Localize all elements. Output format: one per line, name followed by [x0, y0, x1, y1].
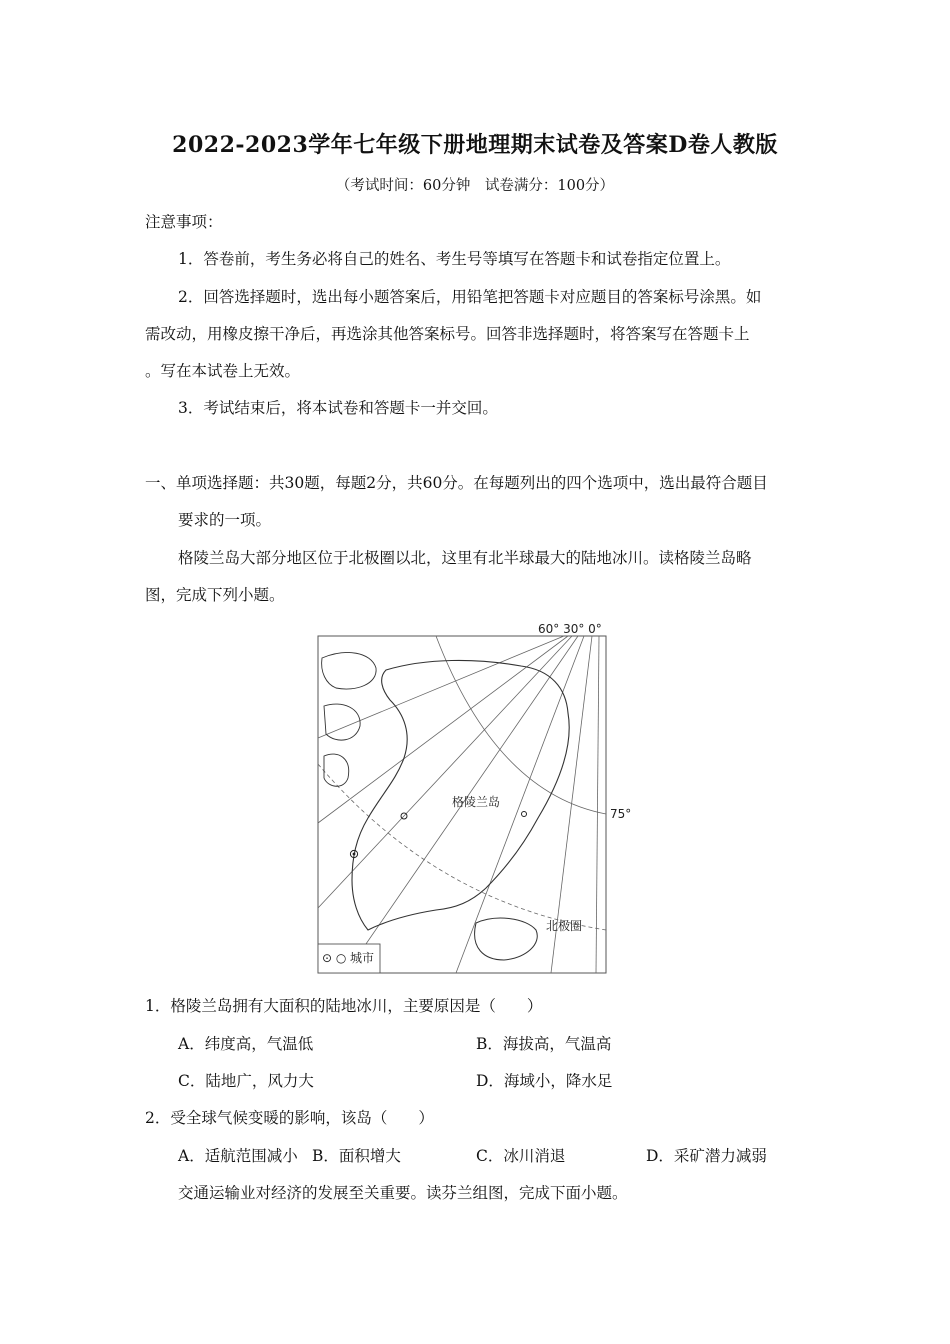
question-2: 2．受全球气候变暖的影响，该岛（ ）: [145, 1109, 434, 1127]
notice-item-2: 2．回答选择题时，选出每小题答案后，用铅笔把答题卡对应题目的答案标号涂黑。如: [178, 288, 762, 306]
legend-symbols: ⊙ ○: [322, 951, 347, 965]
q1-option-c: C．陆地广，风力大: [178, 1072, 314, 1090]
greenland-map-figure: [316, 618, 632, 978]
q2-option-b: B．面积增大: [312, 1147, 401, 1165]
greenland-map: [316, 618, 632, 978]
passage-intro: 格陵兰岛大部分地区位于北极圈以北，这里有北半球最大的陆地冰川。读格陵兰岛略: [178, 549, 752, 567]
section-heading: 一、单项选择题：共30题，每题2分，共60分。在每题列出的四个选项中，选出最符合题目: [145, 474, 768, 492]
page-title: 2022-2023学年七年级下册地理期末试卷及答案D卷人教版: [172, 132, 778, 158]
latitude-label-75: 75°: [610, 807, 632, 821]
longitude-labels: 60° 30° 0°: [538, 622, 602, 636]
q1-option-d: D．海域小，降水足: [476, 1072, 613, 1090]
next-passage-intro: 交通运输业对经济的发展至关重要。读芬兰组图，完成下面小题。: [178, 1184, 628, 1202]
notice-item-1: 1．答卷前，考生务必将自己的姓名、考生号等填写在答题卡和试卷指定位置上。: [178, 250, 731, 268]
notice-item-2-end: 。写在本试卷上无效。: [145, 362, 301, 380]
q1-option-a: A．纬度高，气温低: [178, 1035, 314, 1053]
notice-heading: 注意事项：: [145, 213, 223, 231]
q2-option-c: C．冰川消退: [476, 1147, 566, 1165]
passage-intro-cont: 图，完成下列小题。: [145, 586, 285, 604]
notice-item-3: 3．考试结束后，将本试卷和答题卡一并交回。: [178, 399, 498, 417]
exam-info: （考试时间：60分钟 试卷满分：100分）: [335, 178, 615, 194]
section-heading-cont: 要求的一项。: [178, 511, 272, 529]
island-label: 格陵兰岛: [452, 795, 501, 809]
notice-item-2-cont: 需改动，用橡皮擦干净后，再选涂其他答案标号。回答非选择题时，将答案写在答题卡上: [145, 325, 750, 343]
question-1: 1．格陵兰岛拥有大面积的陆地冰川，主要原因是（ ）: [145, 997, 543, 1015]
q2-option-a: A．适航范围减小: [178, 1147, 298, 1165]
q1-option-b: B．海拔高，气温高: [476, 1035, 612, 1053]
q2-option-d: D．采矿潜力减弱: [646, 1147, 767, 1165]
legend-label: 城市: [350, 951, 375, 965]
arctic-circle-label: 北极圈: [546, 919, 583, 933]
